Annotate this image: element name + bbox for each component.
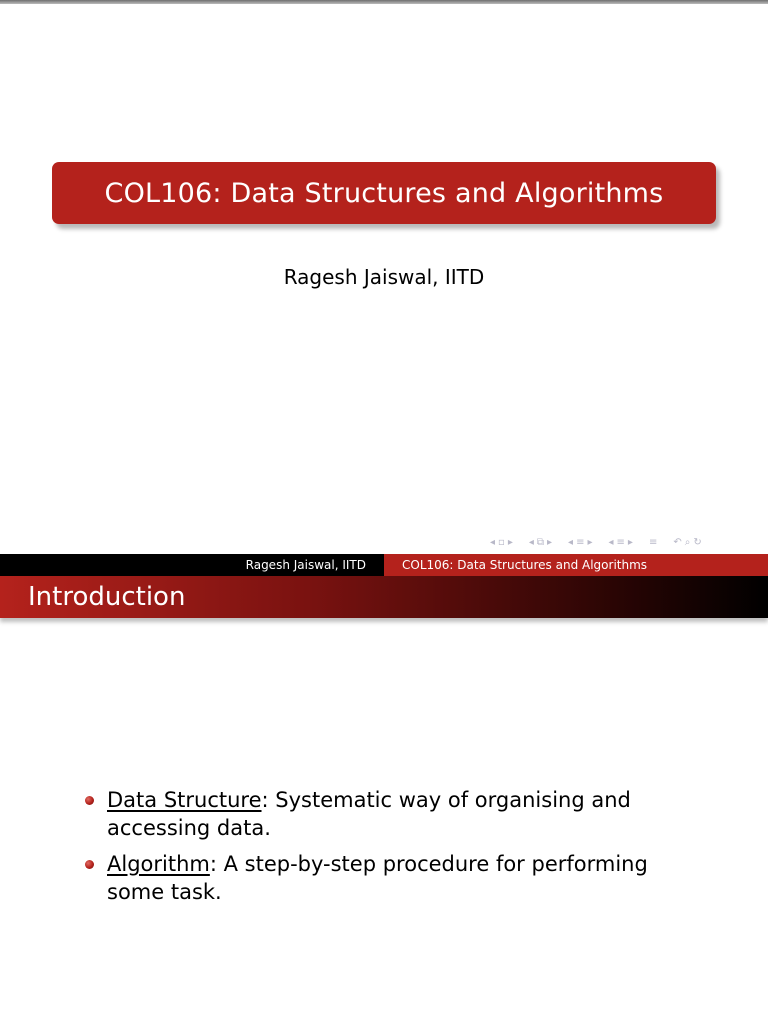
- headline-bar: [0, 554, 768, 576]
- arrow-left-icon[interactable]: ◂: [568, 537, 574, 548]
- headline-title: COL106: Data Structures and Algorithms: [384, 554, 768, 576]
- navigation-bar: [490, 536, 702, 550]
- refresh-icon[interactable]: ↻: [693, 537, 702, 548]
- search-icon[interactable]: ⌕: [684, 537, 691, 548]
- headline-author: Ragesh Jaiswal, IITD: [245, 558, 366, 572]
- item-term: Algorithm: [107, 852, 210, 876]
- title-slide: [0, 4, 768, 554]
- subsection-icon[interactable]: ⧉: [536, 537, 545, 548]
- bullet-list: [82, 786, 702, 914]
- arrow-left-icon[interactable]: ◂: [608, 537, 614, 548]
- list-item: [82, 786, 702, 842]
- introduction-slide: [0, 554, 768, 1024]
- slide-title: COL106: Data Structures and Algorithms: [104, 177, 664, 209]
- frame-icon[interactable]: ▫: [498, 537, 505, 548]
- item-text: : Systematic way of organising and accessing data.: [107, 788, 631, 840]
- bullet-icon: [85, 860, 94, 869]
- title-box: [52, 162, 716, 224]
- back-icon[interactable]: ↶: [673, 537, 682, 548]
- item-term: Data Structure: [107, 788, 262, 812]
- item-text: : A step-by-step procedure for performing some task.: [107, 852, 648, 904]
- arrow-left-icon[interactable]: ◂: [528, 537, 534, 548]
- author-name: Ragesh Jaiswal, IITD: [283, 265, 485, 289]
- section-icon[interactable]: ≡: [616, 537, 625, 548]
- frame-title: Introduction: [28, 582, 186, 612]
- align-icon[interactable]: ≡: [648, 537, 658, 548]
- section-icon[interactable]: ≡: [576, 537, 585, 548]
- arrow-right-icon[interactable]: ▸: [587, 537, 593, 548]
- arrow-right-icon[interactable]: ▸: [507, 537, 513, 548]
- arrow-right-icon[interactable]: ▸: [627, 537, 633, 548]
- arrow-left-icon[interactable]: ◂: [490, 537, 496, 548]
- list-item: [82, 850, 702, 906]
- frame-title-bar: [0, 576, 768, 618]
- arrow-right-icon[interactable]: ▸: [547, 537, 553, 548]
- bullet-icon: [85, 796, 94, 805]
